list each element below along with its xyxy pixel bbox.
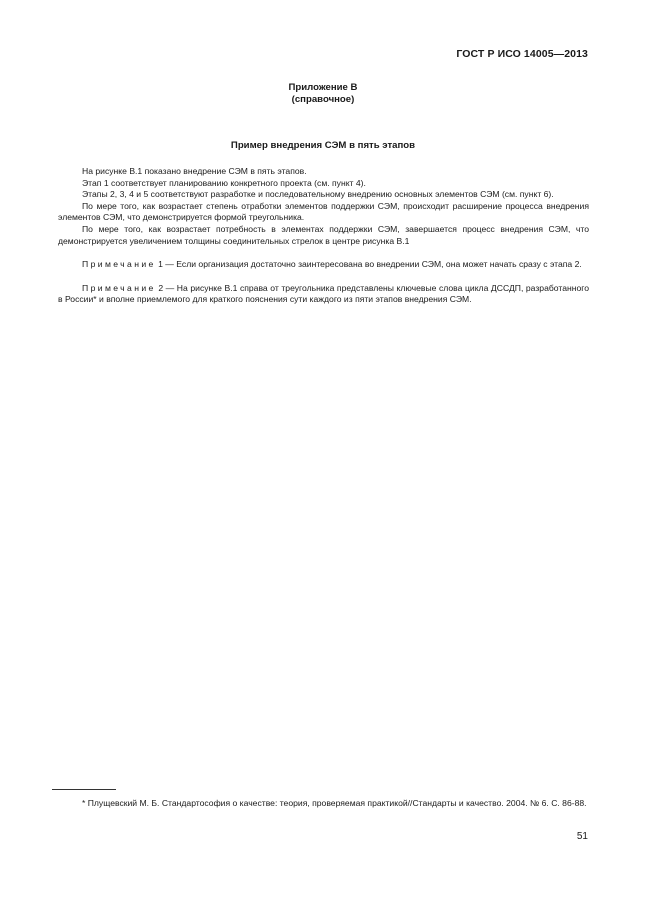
- paragraph: По мере того, как возрастает степень отработки элементов поддержки СЭМ, происходит расширение процесса внедрения элементов СЭМ, что демонстрируется формой треугольника.: [58, 200, 589, 223]
- paragraph: По мере того, как возрастает потребность в элементах поддержки СЭМ, завершается процесс внедрения СЭМ, что демонстрируется увеличением толщины соединительных стрелок в центре рисунка В.1: [58, 223, 589, 246]
- footnote-divider: [52, 789, 116, 790]
- appendix-title: Приложение В: [288, 82, 358, 93]
- section-title: Пример внедрения СЭМ в пять этапов: [230, 140, 416, 151]
- appendix-subtitle: (справочное): [291, 94, 355, 105]
- body-text: [58, 166, 589, 306]
- note-label: Примечание: [82, 282, 156, 293]
- note-1: [58, 259, 589, 271]
- note-2: [58, 283, 589, 306]
- footnote: [52, 797, 589, 809]
- paragraph: На рисунке В.1 показано внедрение СЭМ в пять этапов.: [82, 166, 307, 176]
- footnote-text: * Плущевский М. Б. Стандартософия о качестве: теория, проверяемая практикой//Стандарты и качество. 2004. № 6. С. 86-88.: [82, 798, 587, 808]
- appendix-heading: [0, 82, 646, 106]
- note-label: Примечание: [82, 259, 156, 270]
- note-text: 2 — На рисунке В.1 справа от треугольника представлены ключевые слова цикла ДССДП, разработанного в России* и вполне приемлемого для краткого пояснения сути каждого из пяти этапов внедрения СЭМ.: [58, 282, 589, 305]
- standard-code-header: ГОСТ Р ИСО 14005—2013: [456, 48, 588, 60]
- page-number: 51: [576, 831, 588, 842]
- paragraph: Этапы 2, 3, 4 и 5 соответствуют разработке и последовательному внедрению основных элементов СЭМ (см. пункт 6).: [82, 189, 554, 200]
- note-text: 1 — Если организация достаточно заинтересована во внедрении СЭМ, она может начать сразу с этапа 2.: [155, 259, 582, 270]
- paragraph: Этап 1 соответствует планированию конкретного проекта (см. пункт 4).: [82, 177, 366, 188]
